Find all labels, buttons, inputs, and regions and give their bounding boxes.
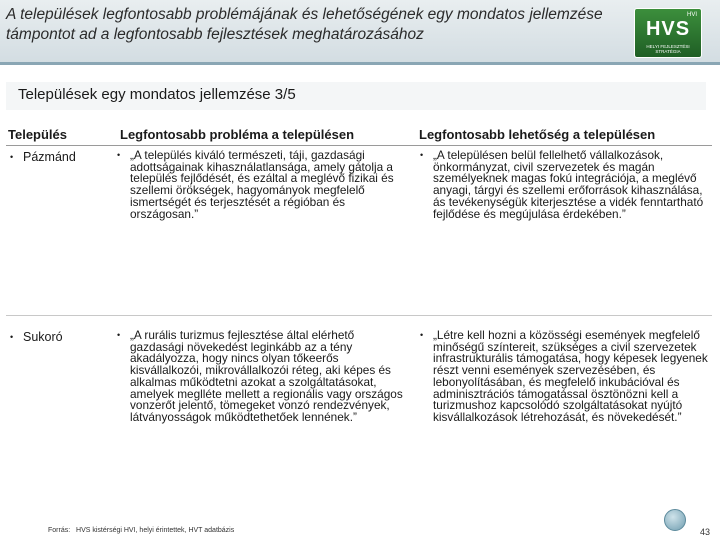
problem-text: „A rurális turizmus fejlesztése által elérhető gazdasági növekedést leginkább az a tény akadályozza, hogy nincs olyan tőkeerős kisvállalkozói, mikrovállalkozói réteg, aki képes és alkalmas működtetni azokat a szolgáltatásokat, amelyek meglléte mellett a regionális vagy országos vonzerőt jelentő, tömegeket vonzó rendezvények, látványosságok működtethetőek lennének.” [130,328,403,424]
opportunity-text: „A településen belül fellelhető vállalkozások, önkormányzat, civil szervezetek és magán személyeknek magas fokú integrációja, a meglévő anyagi, tárgyi és szellemi erőforrások kihasználása, ás tevékenységük kiterjesztése a vidék fenntartható fejlődése és megújulása érdekében.” [433,148,704,221]
problem-text: „A település kiváló természeti, táji, gazdasági adottságainak kihasználatlansága, amely gátolja a település fejlődését, és ezáltal a meglévő fizikai és szellemi örökségek, hagyományok megfelelő ismertségét és terjesztését a régióban és országosan.” [130,148,394,221]
place-name: Sukoró [23,330,63,344]
column-header-opportunity: Legfontosabb lehetőség a településen [419,127,656,142]
logo-tag: HVI [686,12,697,18]
bullet-icon: • [117,150,121,160]
header-rule [6,145,712,146]
table-row-place [10,150,110,164]
globe-icon [664,509,686,531]
place-name: Pázmánd [23,150,76,164]
bullet-icon: • [117,330,121,340]
table-row-opportunity [420,330,710,424]
opportunity-text: „Létre kell hozni a közösségi események megfelelő minőségű színtereit, szükséges a civil szervezetek infrastrukturális támogatása, hogy képesek legyenek részt venni események szervezésében, és lebonyolításában, és megfelelő inkubációval és adminisztrációs támogatással ösztönözni kell a turizmushoz kapcsolódó szolgáltatásokat nyújtó kisvállalkozások létrehozását, és növekedését.” [433,328,708,424]
table-row-opportunity [420,150,710,220]
section-title-box [6,82,706,110]
source-label: Forrás: [48,527,71,534]
bullet-icon: • [10,152,14,162]
row-divider [6,315,712,316]
section-title: Települések egy mondatos jellemzése 3/5 [18,86,296,103]
page-number: 43 [699,527,710,537]
column-header-problem: Legfontosabb probléma a településen [120,127,355,142]
page-title: A települések legfontosabb problémájának és lehetőségének egy mondatos jellemzése támpontot ad a legfontosabb fejlesztések meghatározásához [6,6,603,43]
source-text: HVS kistérségi HVI, helyi érintettek, HVT adatbázis [76,527,235,534]
bullet-icon: • [420,330,424,340]
column-header-place: Település [8,127,68,142]
table-row-problem [117,330,411,424]
logo-subtitle: HELYI FEJLESZTÉSI STRATÉGIA [646,44,690,54]
source-note [48,527,234,534]
header-banner [0,0,720,62]
table-row-place [10,330,110,344]
table-row-problem [117,150,411,220]
hvs-logo [634,8,702,58]
bullet-icon: • [420,150,424,160]
bullet-icon: • [10,332,14,342]
header-divider [0,62,720,65]
logo-text: HVS [645,18,691,40]
